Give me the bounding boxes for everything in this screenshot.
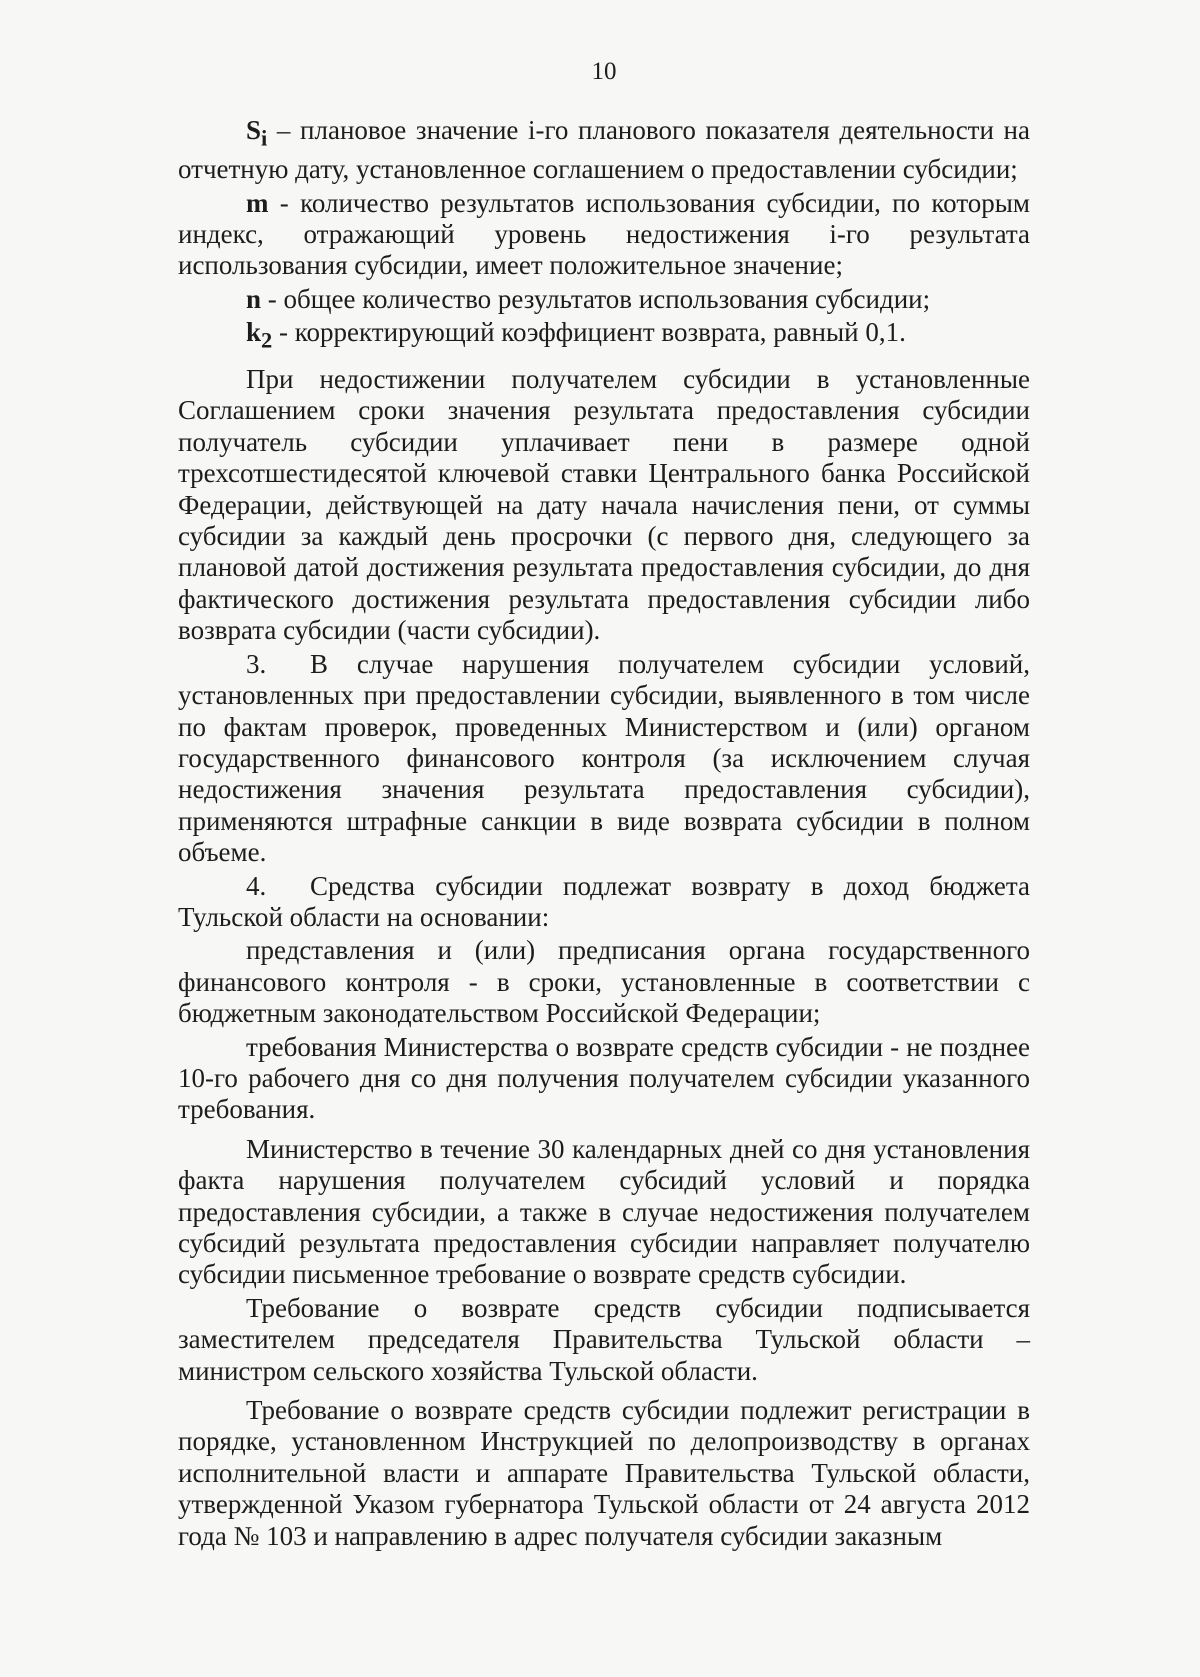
paragraph-number-4: 4. [246, 870, 267, 901]
term-s-subscript: i [261, 125, 268, 151]
definition-text: - общее количество результатов использования субсидии; [261, 283, 931, 314]
definition-text: - корректирующий коэффициент возврата, равный 0,1. [272, 317, 906, 348]
paragraph-penalty: При недостижении получателем субсидии в установленные Соглашением сроки значения результата предоставления субсидии получатель субсидии уплачивает пени в размере одной трехсотшестидесятой ключевой ставки Центрального банка Российской Федерации, действующей на дату начала начисления пени, от суммы субсидии за каждый день просрочки (с первого дня, следующего за плановой датой достижения результата предоставления субсидии, до дня фактического достижения результата предоставления субсидии либо возврата субсидии (части субсидии). [178, 364, 1030, 646]
paragraph-3 [178, 649, 1030, 869]
term-k-subscript: 2 [261, 327, 273, 353]
paragraph-ministry-demand: требования Министерства о возврате средств субсидии - не позднее 10-го рабочего дня со дня получения получателем субсидии указанного требования. [178, 1031, 1030, 1125]
term-n: n [246, 283, 262, 314]
paragraph-number-3: 3. [246, 648, 267, 679]
paragraph-registration: Требование о возврате средств субсидии подлежит регистрации в порядке, установленном Инструкцией по делопроизводству в органах исполнительной власти и аппарате Правительства Тульской области, утвержденной Указом губернатора Тульской области от 24 августа 2012 года № 103 и направлению в адрес получателя субсидии заказным [178, 1395, 1030, 1551]
definition-k2 [178, 317, 1030, 356]
definition-m [178, 188, 1030, 282]
term-m: m [246, 187, 269, 218]
paragraph-4-text: Средства субсидии подлежат возврату в доход бюджета Тульской области на основании: [178, 870, 1030, 932]
paragraph-3-text: В случае нарушения получателем субсидии условий, установленных при предоставлении субсидии, выявленного в том числе по фактам проверок, проведенных Министерством и (или) органом государственного финансового контроля (за исключением случая недостижения значения результата предоставления субсидии), применяются штрафные санкции в виде возврата субсидии в полном объеме. [178, 648, 1030, 868]
page-number: 10 [591, 58, 617, 85]
paragraph-control-order: представления и (или) предписания органа государственного финансового контроля - в сроки, установленные в соответствии с бюджетным законодательством Российской Федерации; [178, 935, 1030, 1029]
paragraph-4 [178, 871, 1030, 934]
term-k: k [246, 317, 262, 348]
paragraph-ministry-term: Министерство в течение 30 календарных дней со дня установления факта нарушения получателем субсидий условий и порядка предоставления субсидии, а также в случае недостижения получателем субсидий результата предоставления субсидии направляет получателю субсидии письменное требование о возврате средств субсидии. [178, 1133, 1030, 1290]
definition-text: - количество результатов использования субсидии, по которым индекс, отражающий уровень недостижения i-го результата использования субсидии, имеет положительное значение; [178, 187, 1030, 281]
paragraph-signature: Требование о возврате средств субсидии подписывается заместителем председателя Правительства Тульской области – министром сельского хозяйства Тульской области. [178, 1292, 1030, 1386]
definition-s-i [178, 115, 1030, 185]
definition-n [178, 284, 1030, 315]
term-s: S [246, 115, 262, 146]
definition-text: – плановое значение i-го планового показателя деятельности на отчетную дату, установленное соглашением о предоставлении субсидии; [178, 115, 1030, 185]
